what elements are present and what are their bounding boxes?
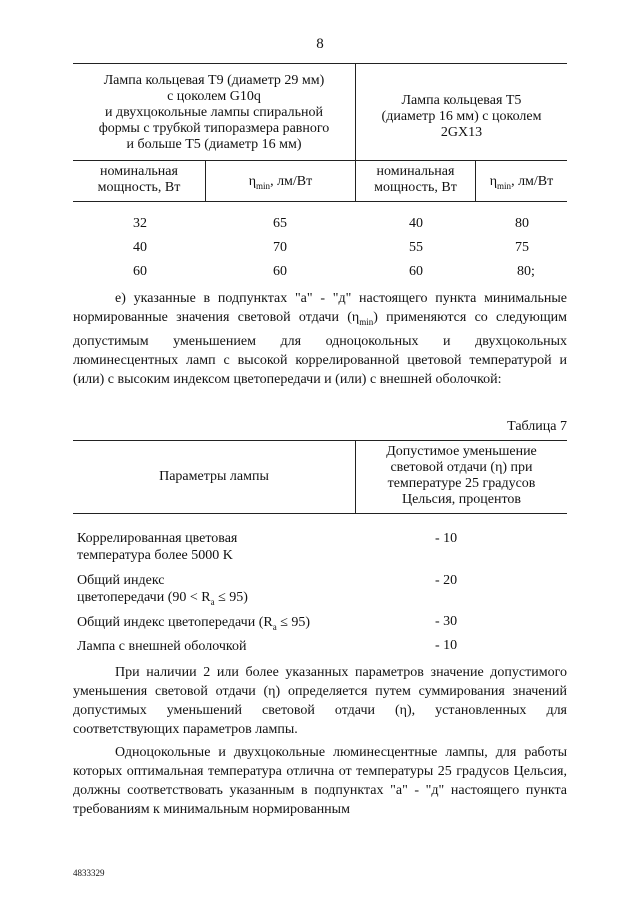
page-number: 8	[316, 36, 324, 52]
col-power-right: номинальная мощность, Вт	[374, 164, 457, 195]
table7-col-params: Параметры лампы	[159, 469, 269, 484]
header-left: Лампа кольцевая Т9 (диаметр 29 мм) с цоколем G10q и двухцокольные лампы спиральной формы с трубкой типоразмера равного и больше Т5 (диаметр 16 мм)	[98, 73, 330, 152]
table-header-divider	[73, 160, 567, 161]
header-right: Лампа кольцевая Т5 (диаметр 16 мм) с цоколем 2GX13	[381, 93, 542, 140]
paragraph-sum: При наличии 2 или более указанных параметров значение допустимого уменьшения световой отдачи (η) определяется путем суммирования значений допустимых уменьшений световой отдачи (η), установленных для соответствующих параметров лампы.	[73, 665, 567, 737]
paragraph-e: е) указанные в подпунктах "а" - "д" настоящего пункта минимальные нормированные значения световой отдачи $(\eta_{min})$ применяются со следующим допустимым уменьшением для одноцокольных и двухцокольных люминесцентных ламп с высокой коррелированной цветовой температурой и (или) с высоким индексом цветопередачи и (или) с внешней оболочкой:	[73, 291, 567, 387]
col-eta-left: $\eta_{min}$, лм/Вт	[248, 174, 313, 191]
col-eta-right: $\eta_{min}$, лм/Вт	[489, 174, 554, 191]
paragraph-temperature: Одноцокольные и двухцокольные люминесцентные лампы, для работы которых оптимальная температура отлична от температуры 25 градусов Цельсия, должны соответствовать указанным в подпунктах "а" - "д" настоящего пункта требованиям к минимальным нормированным	[73, 745, 567, 817]
document-code: 4833329	[73, 868, 105, 878]
table7-col-reduction: Допустимое уменьшение световой отдачи (η) при температуре 25 градусов Цельсия, процентов	[386, 444, 537, 507]
table7-header-bottom	[73, 513, 567, 514]
table-top-border	[73, 63, 567, 64]
table7-caption: Таблица 7	[507, 419, 567, 434]
table-header-bottom	[73, 201, 567, 202]
col-power-left: номинальная мощность, Вт	[97, 164, 181, 195]
table7-top-border	[73, 440, 567, 441]
